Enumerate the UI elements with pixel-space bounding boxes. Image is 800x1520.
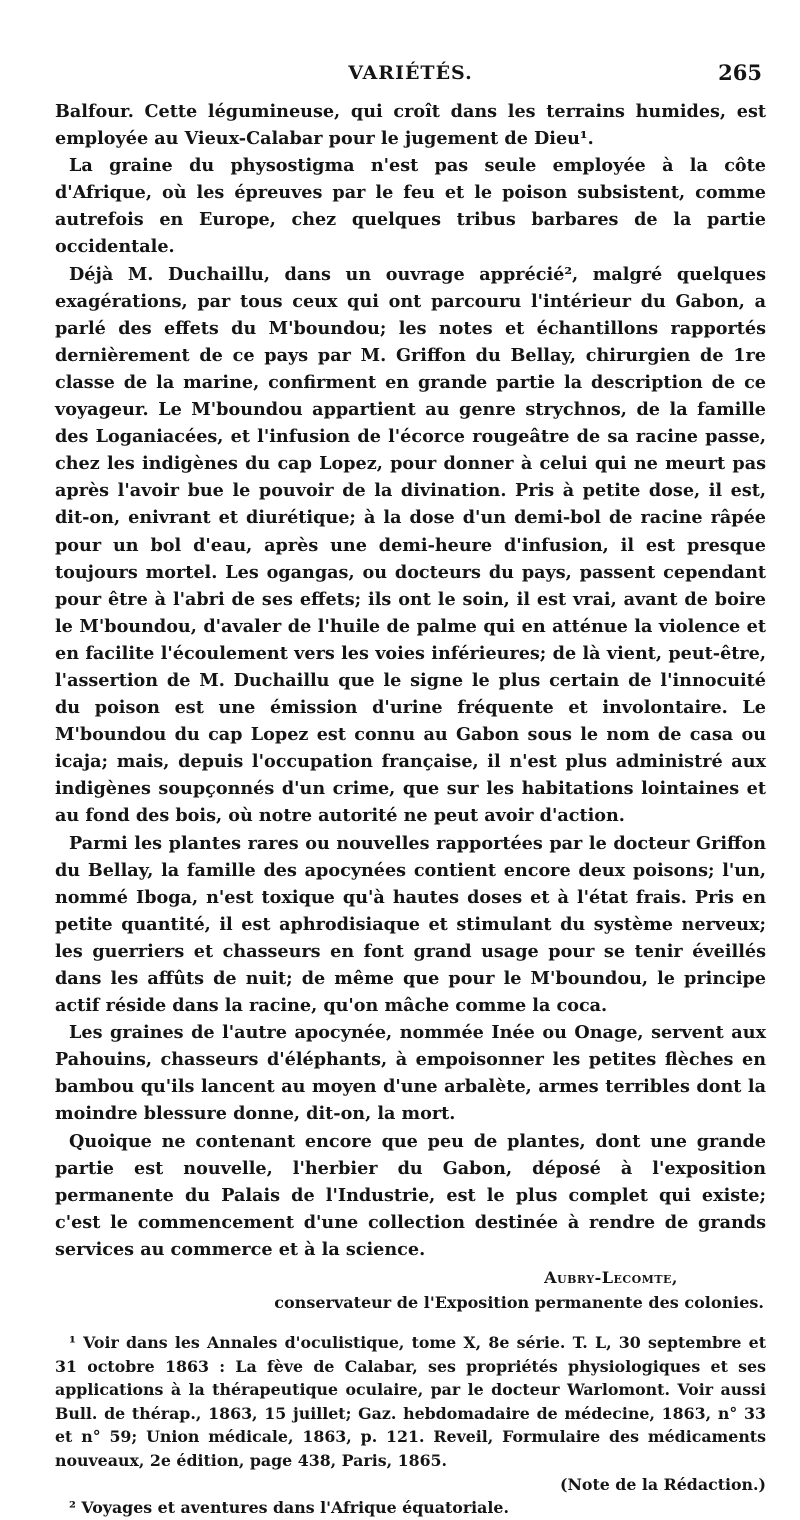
footnote xyxy=(55,1331,766,1496)
footnotes xyxy=(55,1331,766,1520)
paragraph: Parmi les plantes rares ou nouvelles rapportées par le docteur Griffon du Bellay, la famille des apocynées contient encore deux poisons; l'un, nommé Iboga, n'est toxique qu'à hautes doses et à l'état frais. Pris en petite quantité, il est aphrodisiaque et stimulant du système nerveux; les guerriers et chasseurs en font grand usage pour se tenir éveillés dans les affûts de nuit; de même que pour le M'boundou, le principe actif réside dans la racine, qu'on mâche comme la coca. xyxy=(55,832,766,1017)
paragraph: Balfour. Cette légumineuse, qui croît dans les terrains humides, est employée au Vieux-Calabar pour le jugement de Dieu¹. xyxy=(55,101,766,150)
footnote-separator xyxy=(55,1315,766,1331)
page-number: 265 xyxy=(718,60,762,85)
article-body xyxy=(55,98,766,1263)
author-name: Aubry-Lecomte, xyxy=(544,1268,678,1288)
page-header xyxy=(55,58,766,98)
footnote: ² Voyages et aventures dans l'Afrique équatoriale. xyxy=(69,1498,509,1518)
footnote-editor-note: (Note de la Rédaction.) xyxy=(560,1474,766,1494)
paragraph: Déjà M. Duchaillu, dans un ouvrage apprécié², malgré quelques exagérations, par tous ceux qui ont parcouru l'intérieur du Gabon, a parlé des effets du M'boundou; les notes et échantillons rapportés dernièrement de ce pays par M. Griffon du Bellay, chirurgien de 1re classe de la marine, confirment en grande partie la description de ce voyageur. Le M'boundou appartient au genre strychnos, de la famille des Loganiacées, et l'infusion de l'écorce rougeâtre de sa racine passe, chez les indigènes du cap Lopez, pour donner à celui qui ne meurt pas après l'avoir bue le pouvoir de la divination. Pris à petite dose, il est, dit-on, enivrant et diurétique; à la dose d'un demi-bol de racine râpée pour un bol d'eau, après une demi-heure d'infusion, il est presque toujours mortel. Les ogangas, ou docteurs du pays, passent cependant pour être à l'abri de ses effets; ils ont le soin, il est vrai, avant de boire le M'boundou, d'avaler de l'huile de palme qui en atténue la violence et en facilite l'écoulement vers les voies inférieures; de là vient, peut-être, l'assertion de M. Duchaillu que le signe le plus certain de l'innocuité du poison est une émission d'urine fréquente et involontaire. Le M'boundou du cap Lopez est connu au Gabon sous le nom de casa ou icaja; mais, depuis l'occupation française, il n'est plus administré aux indigènes soupçonnés d'un crime, que sur les habitations lointaines et au fond des bois, où notre autorité ne peut avoir d'action. xyxy=(55,263,766,827)
paragraph: Les graines de l'autre apocynée, nommée Inée ou Onage, servent aux Pahouins, chasseurs d'éléphants, à empoisonner les petites flèches en bambou qu'ils lancent au moyen d'une arbalète, armes terribles dont la moindre blessure donne, dit-on, la mort. xyxy=(55,1022,766,1125)
author-role: conservateur de l'Exposition permanente des colonies. xyxy=(274,1293,764,1313)
running-title: VARIÉTÉS. xyxy=(348,62,473,84)
paragraph: La graine du physostigma n'est pas seule employée à la côte d'Afrique, où les épreuves par le feu et le poison subsistent, comme autrefois en Europe, chez quelques tribus barbares de la partie occidentale. xyxy=(55,155,766,258)
paragraph: Quoique ne contenant encore que peu de plantes, dont une grande partie est nouvelle, l'herbier du Gabon, déposé à l'exposition permanente du Palais de l'Industrie, est le plus complet qui existe; c'est le commencement d'une collection destinée à rendre de grands services au commerce et à la science. xyxy=(55,1130,766,1260)
footnote-text: ¹ Voir dans les Annales d'oculistique, tome X, 8e série. T. L, 30 septembre et 31 octobre 1863 : La fève de Calabar, ses propriétés physiologiques et ses applications à la thérapeutique oculaire, par le docteur Warlomont. Voir aussi Bull. de thérap., 1863, 15 juillet; Gaz. hebdomadaire de médecine, 1863, n° 33 et n° 59; Union médicale, 1863, p. 121. Reveil, Formulaire des médicaments nouveaux, 2e édition, page 438, Paris, 1865. xyxy=(55,1333,766,1470)
signature-block xyxy=(55,1265,766,1315)
